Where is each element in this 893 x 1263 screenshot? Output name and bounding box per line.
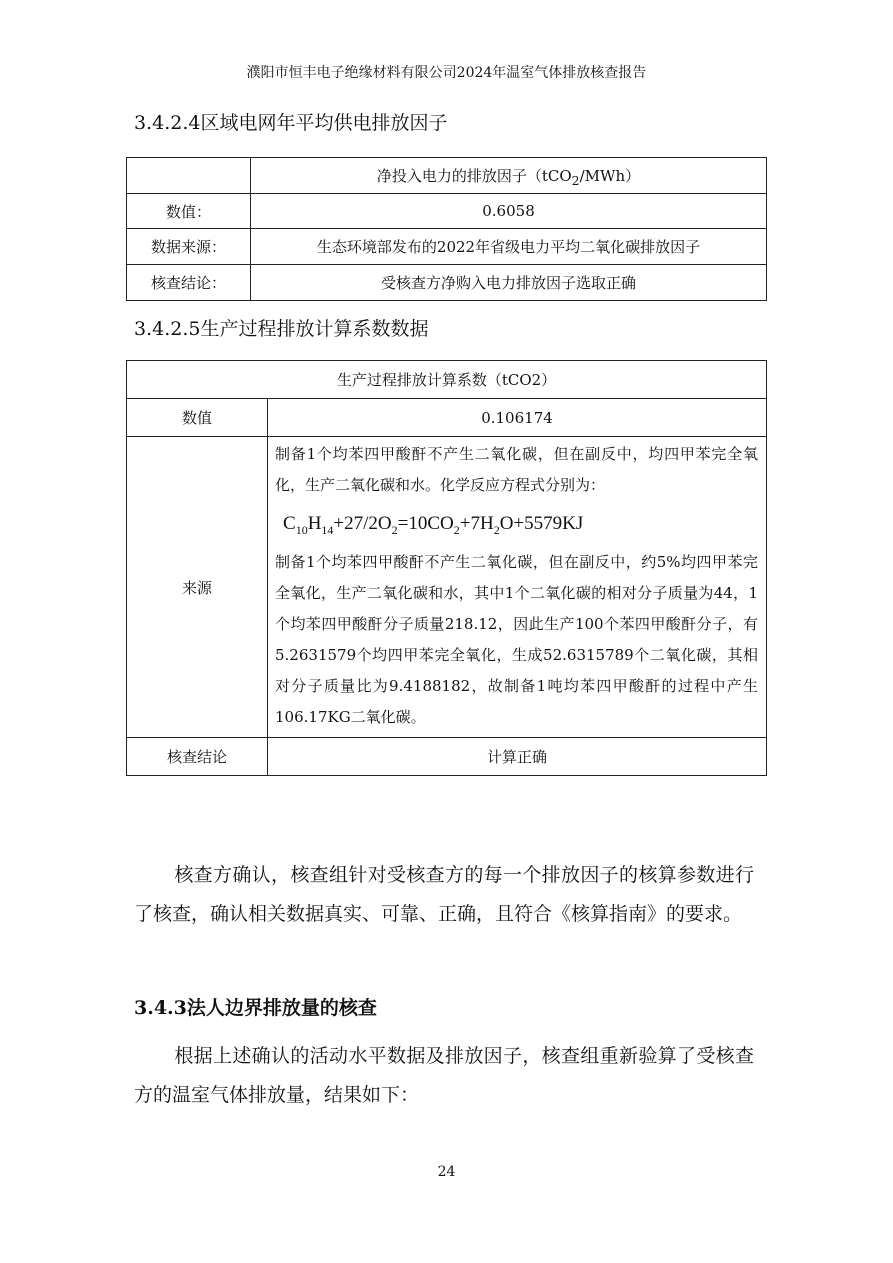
row-label: 核查结论 — [127, 738, 268, 776]
row-label: 数值： — [127, 194, 251, 229]
table-header-cell: 生产过程排放计算系数（tCO2） — [127, 361, 767, 399]
source-paragraph: 制备1个均苯四甲酸酐不产生二氧化碳，但在副反中，均四甲苯完全氧化，生产二氧化碳和水。化学反应方程式分别为： — [275, 445, 758, 494]
page-number: 24 — [437, 1164, 456, 1180]
row-value: 生态环境部发布的2022年省级电力平均二氧化碳排放因子 — [251, 229, 767, 265]
source-cell — [268, 437, 767, 738]
chemical-formula: $C_{10}H_{14}+27/2O_2=10CO_2+7H_2O+5579KJ$ — [283, 513, 584, 537]
row-label: 来源 — [127, 437, 268, 738]
section-heading-3-4-2-4: 3.4.2.4区域电网年平均供电排放因子 — [134, 112, 448, 134]
source-paragraph: 制备1个均苯四甲酸酐不产生二氧化碳，但在副反中，约5%均四甲苯完全氧化，生产二氧化碳和水，其中1个二氧化碳的相对分子质量为44，1个均苯四甲酸酐分子质量218.12，因此生产100个苯四甲酸酐分子，有5.2631579个均四甲苯完全氧化，生成52.6315789个二氧化碳，其相对分子质量比为9.4188182，故制备1吨均苯四甲酸酐的过程中产生106.17KG二氧化碳。 — [275, 553, 758, 726]
row-value: 受核查方净购入电力排放因子选取正确 — [251, 265, 767, 301]
row-value: 计算正确 — [268, 738, 767, 776]
row-label: 数值 — [127, 399, 268, 437]
row-value: 0.6058 — [251, 194, 767, 229]
body-paragraph: 核查方确认，核查组针对受核查方的每一个排放因子的核算参数进行了核查，确认相关数据真实、可靠、正确，且符合《核算指南》的要求。 — [134, 864, 754, 925]
empty-header-cell — [127, 158, 251, 194]
row-value: 0.106174 — [268, 399, 767, 437]
running-header: 濮阳市恒丰电子绝缘材料有限公司2024年温室气体排放核查报告 — [246, 65, 647, 81]
section-heading-3-4-3: 3.4.3法人边界排放量的核查 — [134, 997, 377, 1019]
grid-emission-factor-table — [126, 157, 767, 301]
body-paragraph: 根据上述确认的活动水平数据及排放因子，核查组重新验算了受核查方的温室气体排放量，结果如下： — [134, 1045, 754, 1106]
section-heading-3-4-2-5: 3.4.2.5生产过程排放计算系数数据 — [134, 318, 429, 340]
row-label: 核查结论： — [127, 265, 251, 301]
row-label: 数据来源： — [127, 229, 251, 265]
table-header-cell: 净投入电力的排放因子（tCO$_2$/MWh） — [251, 158, 767, 194]
process-emission-coefficient-table — [126, 360, 767, 776]
